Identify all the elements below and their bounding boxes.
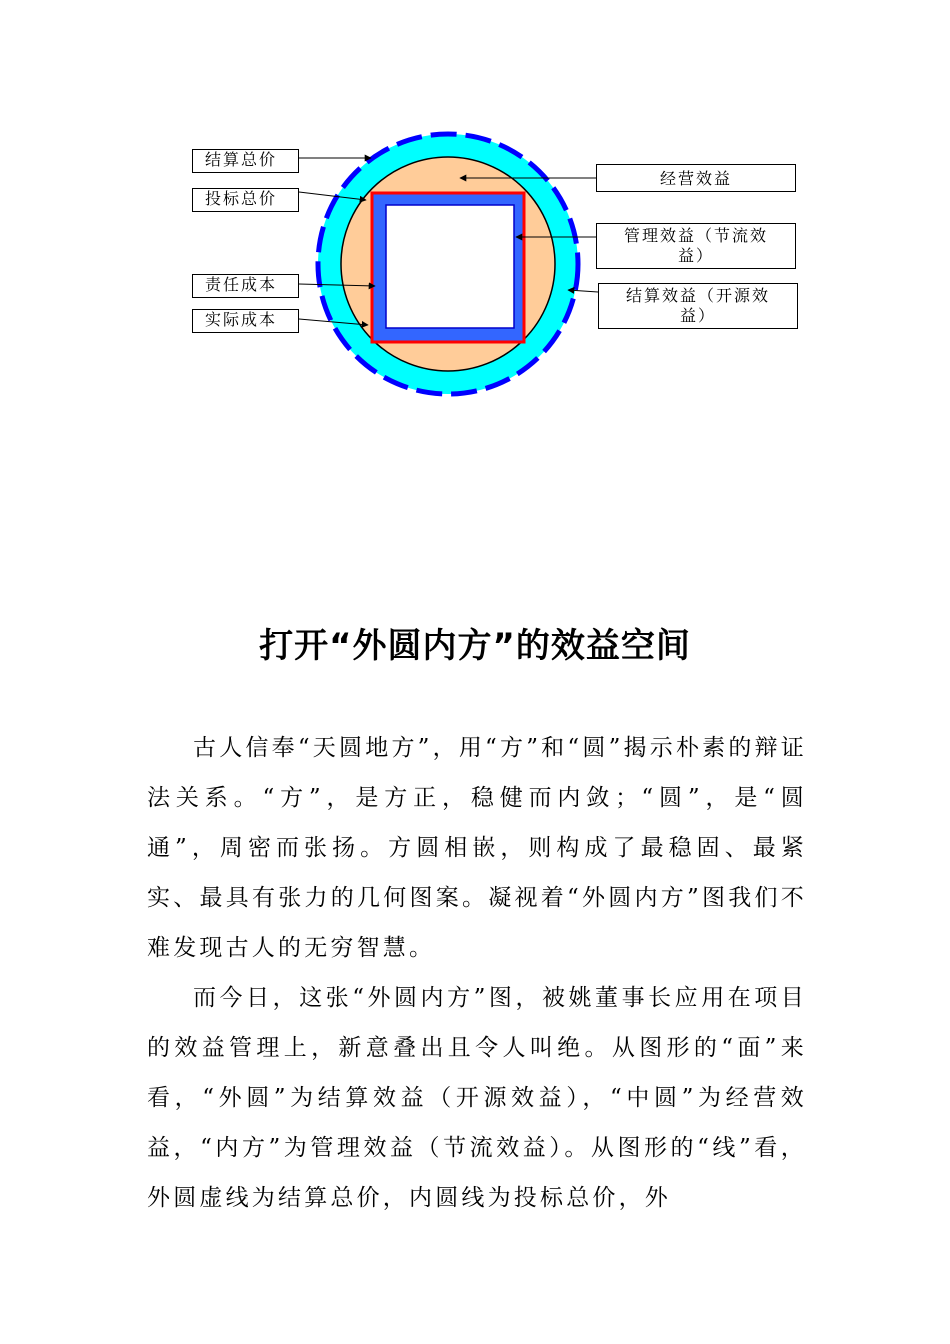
label-settlement-benefit bbox=[598, 283, 798, 329]
label-settlement-benefit-line2: 益） bbox=[679, 306, 716, 325]
article-body bbox=[147, 723, 807, 1223]
outer-circle-inner-square-diagram bbox=[0, 0, 950, 420]
inner-square bbox=[386, 205, 514, 328]
label-responsibility-cost: 责任成本 bbox=[192, 274, 299, 298]
label-settlement-benefit-line1: 结算效益（开源效 bbox=[625, 286, 770, 305]
label-management-benefit-line2: 益） bbox=[677, 246, 714, 265]
label-settlement-total: 结算总价 bbox=[192, 149, 299, 173]
paragraph-1: 古人信奉“天圆地方”，用“方”和“圆”揭示朴素的辩证法关系。“方”，是方正，稳健而内敛；“圆”，是“圆通”，周密而张扬。方圆相嵌，则构成了最稳固、最紧实、最具有张力的几何图案。凝视着“外圆内方”图我们不难发现古人的无穷智慧。 bbox=[147, 735, 807, 961]
label-operating-benefit bbox=[596, 164, 796, 192]
label-management-benefit bbox=[596, 223, 796, 269]
article-title: 打开“外圆内方”的效益空间 bbox=[259, 626, 691, 666]
label-operating-benefit-text: 经营效益 bbox=[659, 169, 732, 188]
paragraph-2: 而今日，这张“外圆内方”图，被姚董事长应用在项目的效益管理上，新意叠出且令人叫绝。从图形的“面”来看，“外圆”为结算效益（开源效益），“中圆”为经营效益，“内方”为管理效益（节流效益）。从图形的“线”看，外圆虚线为结算总价，内圆线为投标总价，外 bbox=[147, 985, 807, 1211]
label-bid-total: 投标总价 bbox=[192, 188, 299, 212]
label-management-benefit-line1: 管理效益（节流效 bbox=[623, 226, 768, 245]
label-actual-cost: 实际成本 bbox=[192, 309, 299, 333]
